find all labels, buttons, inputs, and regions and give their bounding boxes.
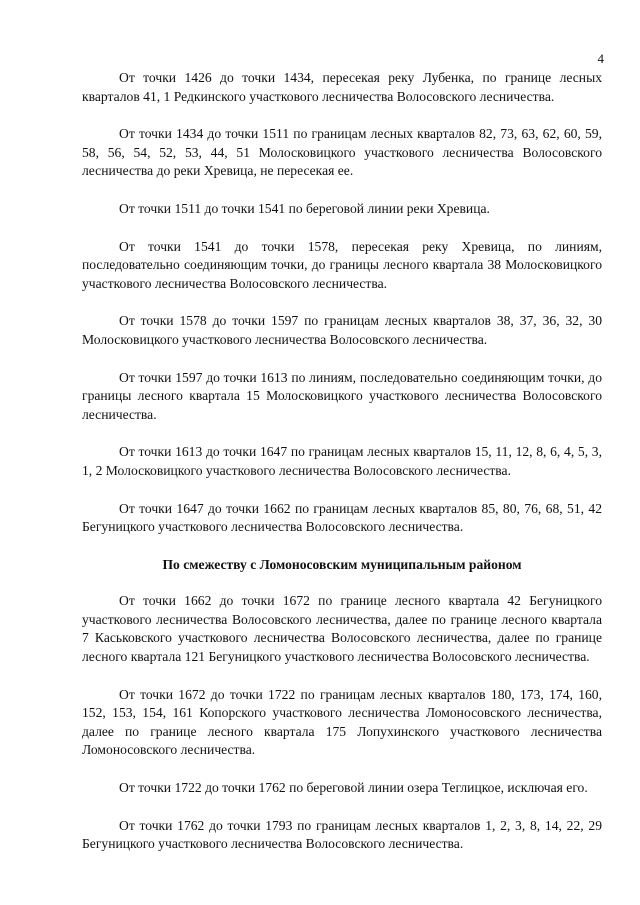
section-heading: По смежеству с Ломоносовским муниципальным районом <box>162 556 522 572</box>
paragraph: От точки 1672 до точки 1722 по границам лесных кварталов 180, 173, 174, 160, 152, 153, 154, 161 Копорского участкового лесничества Ломоносовского лесничества, далее по границе лесного квартала 175 Лопухинского участкового лесничества Ломоносовского лесничества. <box>82 686 602 758</box>
paragraph: От точки 1511 до точки 1541 по береговой линии реки Хревица. <box>119 200 490 216</box>
paragraph: От точки 1434 до точки 1511 по границам лесных кварталов 82, 73, 63, 62, 60, 59, 58, 56, 54, 52, 53, 44, 51 Молосковицкого участкового лесничества Волосовского лесничества до реки Хревица, не пересекая ее. <box>82 126 602 179</box>
paragraph: От точки 1597 до точки 1613 по линиям, последовательно соединяющим точки, до границы лесного квартала 15 Молосковицкого участкового лесничества Волосовского лесничества. <box>82 369 602 422</box>
paragraph: От точки 1647 до точки 1662 по границам лесных кварталов 85, 80, 76, 68, 51, 42 Бегуницкого участкового лесничества Волосовского лесничества. <box>82 500 602 535</box>
paragraph: От точки 1578 до точки 1597 по границам лесных кварталов 38, 37, 36, 32, 30 Молосковицкого участкового лесничества Волосовского лесничества. <box>82 313 602 347</box>
paragraph: От точки 1662 до точки 1672 по границе лесного квартала 42 Бегуницкого участкового лесничества Волосовского лесничества, далее по границе лесного квартала 7 Каськовского участкового лесничества Волосовского лесничества, далее по границе лесного квартала 121 Бегуницкого участкового лесничества Волосовского лесничества. <box>82 593 602 665</box>
page-number: 4 <box>597 51 604 66</box>
paragraph: От точки 1762 до точки 1793 по границам лесных кварталов 1, 2, 3, 8, 14, 22, 29 Бегуницкого участкового лесничества Волосовского лесничества. <box>82 817 602 852</box>
paragraph: От точки 1613 до точки 1647 по границам лесных кварталов 15, 11, 12, 8, 6, 4, 5, 3, 1, 2 Молосковицкого участкового лесничества Волосовского лесничества. <box>82 444 602 478</box>
paragraph: От точки 1541 до точки 1578, пересекая реку Хревица, по линиям, последовательно соединяющим точки, до границы лесного квартала 38 Молосковицкого участкового лесничества Волосовского лесничества. <box>82 238 602 291</box>
document-body <box>82 69 602 873</box>
paragraph: От точки 1722 до точки 1762 по береговой линии озера Теглицкое, исключая его. <box>119 780 588 796</box>
paragraph: От точки 1426 до точки 1434, пересекая реку Лубенка, по границе лесных кварталов 41, 1 Редкинского участкового лесничества Волосовского лесничества. <box>82 70 602 104</box>
